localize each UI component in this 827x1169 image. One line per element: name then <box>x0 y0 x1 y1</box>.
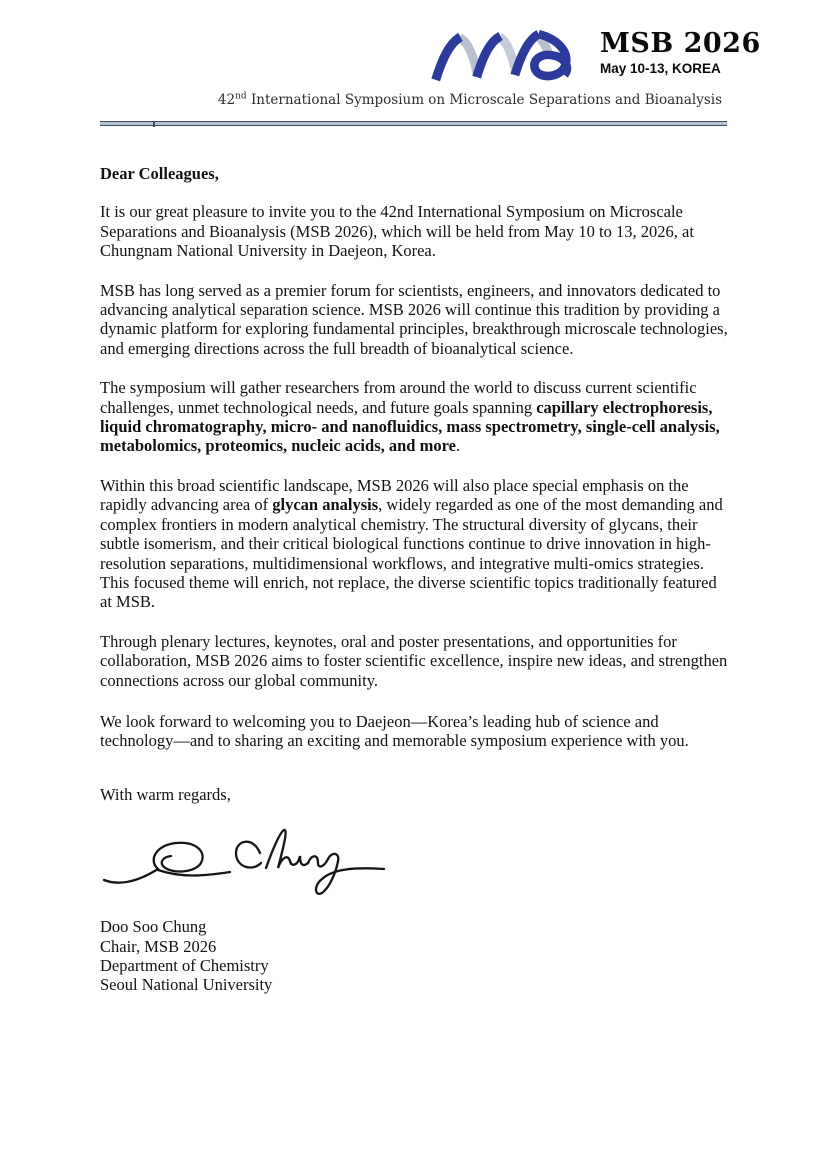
body-text: Within this broad scientific landscape, MSB 2026 will also place special emphasis on the rapidly advancing area of <box>100 475 689 515</box>
logo-text <box>600 26 761 77</box>
event-ordinal: nd <box>235 91 247 102</box>
event-title-line <box>100 92 722 108</box>
logo <box>430 26 761 88</box>
emphasized-text: capillary electrophoresis, liquid chromatography, micro- and nanofluidics, mass spectrometry, single-cell analysis, metabolomics, proteomics, nucleic acids, and more <box>100 397 720 456</box>
signature-block <box>100 917 732 995</box>
header-divider-rule <box>100 121 727 126</box>
salutation: Dear Colleagues, <box>100 164 219 183</box>
signer-name: Doo Soo Chung <box>100 917 207 937</box>
letter-body <box>100 164 732 995</box>
paragraph <box>100 378 732 456</box>
logo-title: MSB 2026 <box>600 28 761 59</box>
body-text: , widely regarded as one of the most demanding and complex frontiers in modern analytical chemistry. The structural diversity of glycans, their subtle isomerism, and their critical biological functions continue to drive innovation in high-resolution separations, multidimensional workflows, and integrative multi-omics strategies. This focused theme will enrich, not replace, the diverse scientific topics traditionally featured at MSB. <box>100 495 723 612</box>
signer-role: Chair, MSB 2026 <box>100 936 217 956</box>
logo-subtitle: May 10-13, KOREA <box>600 61 721 76</box>
signer-university: Seoul National University <box>100 975 273 995</box>
signer-department: Department of Chemistry <box>100 955 269 975</box>
emphasized-text: glycan analysis <box>272 495 379 515</box>
event-number: 42 <box>217 92 236 108</box>
body-text: MSB has long served as a premier forum for scientists, engineers, and innovators dedicated to advancing analytical separation science. MSB 2026 will continue this tradition by providing a dynamic platform for exploring fundamental principles, breakthrough microscale technologies, and emerging directions across the full breadth of bioanalytical science. <box>100 280 728 358</box>
body-text: Through plenary lectures, keynotes, oral and poster presentations, and opportunities for collaboration, MSB 2026 aims to foster scientific excellence, inspire new ideas, and strengthen connections across our global community. <box>100 631 728 690</box>
paragraphs-container <box>100 202 732 750</box>
event-title-rest: International Symposium on Microscale Separations and Bioanalysis <box>246 92 722 108</box>
closing-line: With warm regards, <box>100 784 231 804</box>
paragraph <box>100 712 732 751</box>
msb-helix-logo-icon <box>430 26 592 88</box>
body-text: The symposium will gather researchers from around the world to discuss current scientific challenges, unmet technological needs, and future goals spanning <box>100 378 697 417</box>
handwritten-signature <box>100 823 392 903</box>
paragraph <box>100 476 732 612</box>
paragraph <box>100 202 732 260</box>
body-text: . <box>455 436 461 456</box>
body-text: It is our great pleasure to invite you to the 42nd International Symposium on Microscale Separations and Bioanalysis (MSB 2026), which will be held from May 10 to 13, 2026, at Chungnam National University in Daejeon, Korea. <box>100 202 694 261</box>
divider-tick-mark <box>153 121 155 127</box>
paragraph <box>100 281 732 359</box>
paragraph <box>100 632 732 690</box>
body-text: We look forward to welcoming you to Daejeon—Korea’s leading hub of science and technology—and to sharing an exciting and memorable symposium experience with you. <box>100 711 689 751</box>
